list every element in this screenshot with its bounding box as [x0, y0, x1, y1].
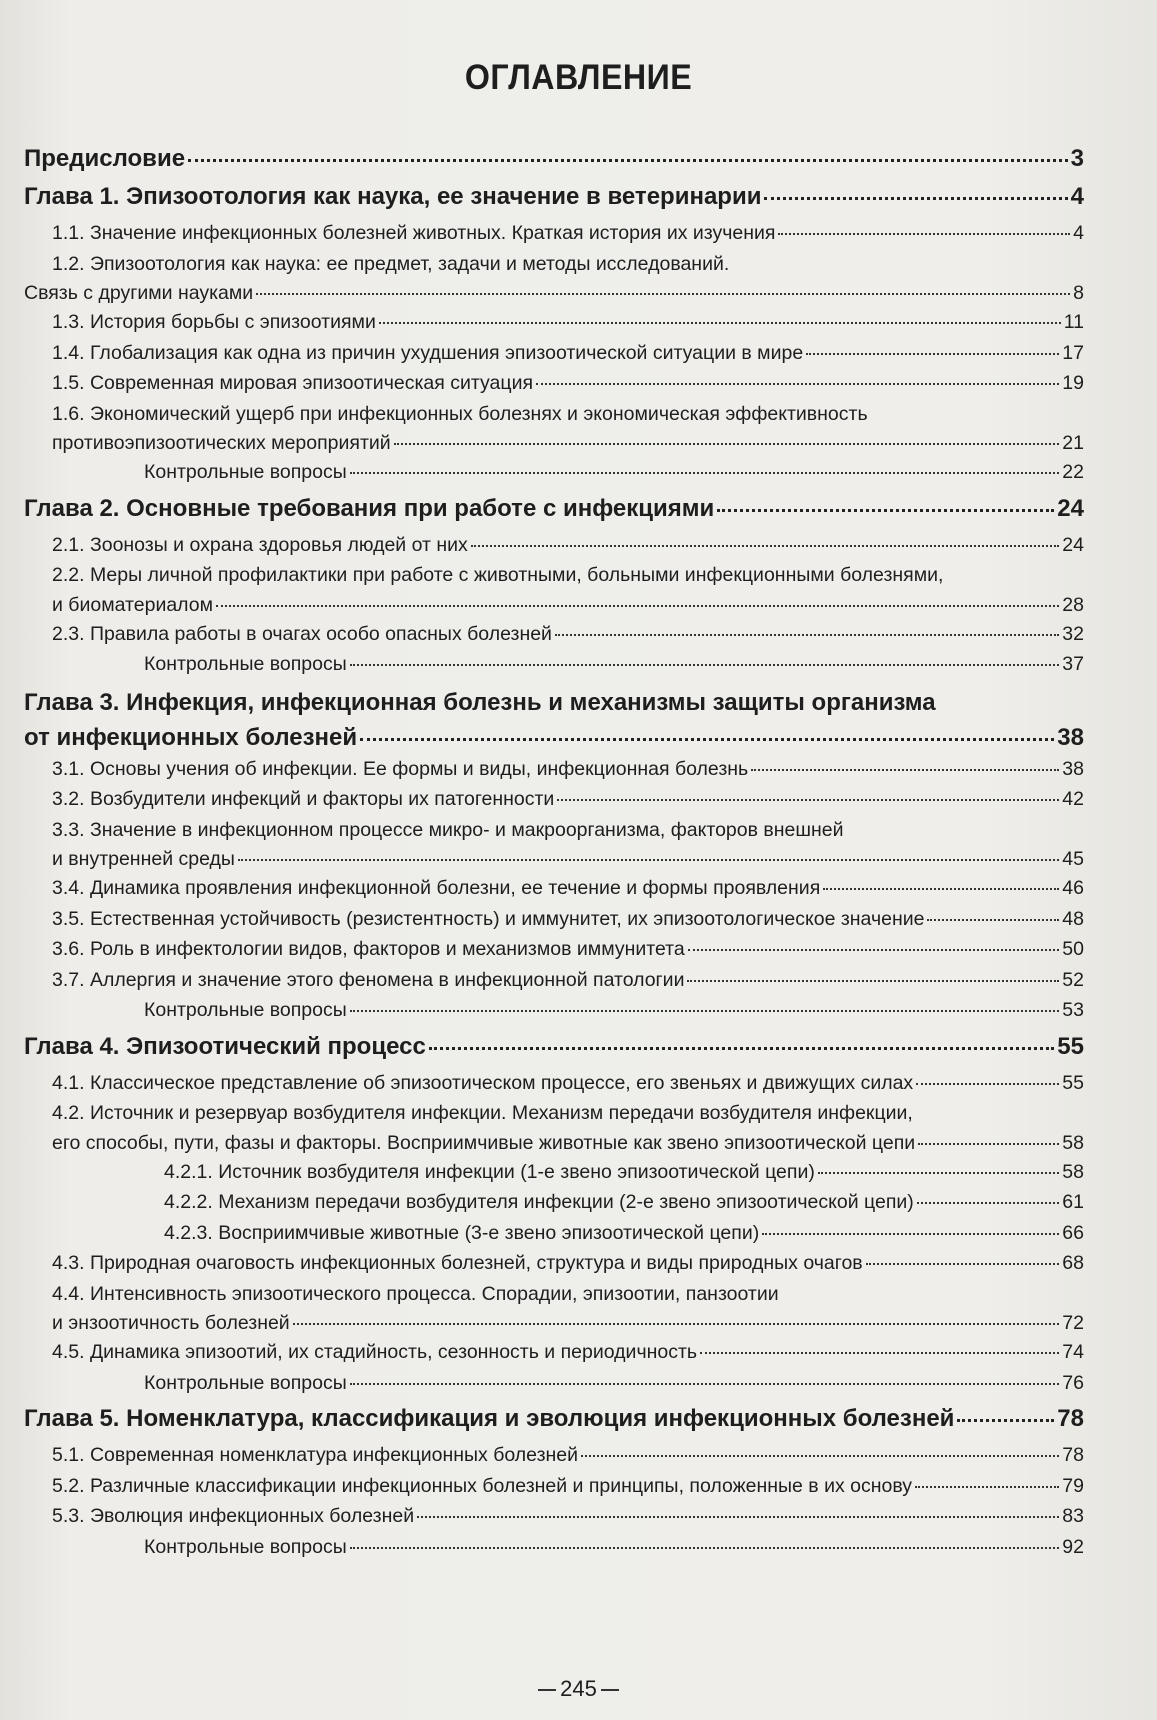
toc-page-number: 58 — [1062, 1131, 1084, 1154]
toc-entry — [24, 995, 1084, 1026]
toc-entry-title: 3.1. Основы учения об инфекции. Ее формы и виды, инфекционная болезнь — [52, 757, 749, 780]
dot-leader — [350, 1383, 1060, 1385]
toc-page-number: 4 — [1073, 222, 1084, 244]
dot-leader — [557, 799, 1059, 801]
toc-page-number: 42 — [1062, 788, 1084, 810]
toc-page-number: 17 — [1062, 341, 1084, 364]
toc-entry — [24, 873, 1084, 904]
dot-leader — [806, 353, 1059, 355]
toc-entry-line — [24, 1098, 1084, 1129]
dot-leader — [238, 859, 1059, 861]
toc-entry-title: 1.3. История борьбы с эпизоотиями — [52, 311, 376, 333]
toc-page-number: 32 — [1062, 622, 1084, 645]
toc-page-number: 61 — [1062, 1191, 1084, 1213]
toc-entry-line — [24, 1279, 1084, 1310]
toc-chapter — [24, 176, 1084, 218]
toc-page-number: 24 — [1062, 533, 1084, 556]
toc-entry-title: 4.4. Интенсивность эпизоотического процесса. Спорадии, эпизоотии, панзоотии — [52, 1282, 779, 1305]
toc-entry — [24, 368, 1084, 399]
toc-page-number: 19 — [1062, 372, 1084, 394]
toc-entry — [24, 904, 1084, 935]
toc-page-number: 28 — [1062, 593, 1084, 616]
dot-leader — [394, 443, 1060, 445]
dot-leader — [429, 1047, 1054, 1050]
toc-entry-title: Связь с другими науками — [24, 282, 254, 304]
dot-leader — [350, 1547, 1060, 1549]
toc-page-number: 22 — [1062, 461, 1084, 483]
toc-entry — [24, 307, 1084, 338]
toc-page-number: 38 — [1057, 723, 1084, 751]
toc-chapter — [24, 1026, 1084, 1068]
toc-entry-title: Контрольные вопросы — [144, 999, 347, 1021]
toc-entry — [24, 1368, 1084, 1399]
dot-leader — [581, 1455, 1059, 1457]
dot-leader — [350, 472, 1060, 474]
toc-entry-title: и внутренней среды — [52, 848, 235, 870]
toc-entry-line — [24, 249, 1084, 280]
toc-entry — [24, 1532, 1084, 1563]
toc-page-number: 24 — [1057, 494, 1084, 522]
toc-page-number: 76 — [1062, 1371, 1084, 1394]
toc-entry — [24, 1218, 1084, 1249]
page-title: ОГЛАВЛЕНИЕ — [464, 58, 693, 97]
toc-page-number: 83 — [1062, 1505, 1084, 1527]
toc-page-number: 55 — [1062, 1071, 1084, 1094]
toc-entry-title: 5.3. Эволюция инфекционных болезней — [52, 1505, 415, 1527]
dot-leader — [350, 1010, 1060, 1012]
toc-entry-title: и биоматериалом — [52, 593, 214, 616]
toc-entry — [24, 457, 1084, 488]
toc-entry-title: и энзоотичность болезней — [52, 1312, 290, 1334]
toc-page-number: 11 — [1063, 311, 1084, 333]
toc-chapter — [24, 1398, 1084, 1440]
dot-leader — [917, 1202, 1059, 1204]
dot-leader — [293, 1323, 1060, 1325]
toc-entry-title: 1.5. Современная мировая эпизоотическая ситуация — [52, 372, 534, 394]
dot-leader — [915, 1486, 1059, 1488]
toc-entry-title: Контрольные вопросы — [144, 461, 347, 483]
toc-entry-line — [24, 815, 1084, 846]
toc-page-number: 21 — [1062, 432, 1084, 454]
toc-entry-title: 1.1. Значение инфекционных болезней животных. Краткая история их изучения — [52, 222, 776, 244]
toc-chapter — [24, 142, 1084, 176]
toc-entry-title: 4.1. Классическое представление об эпизоотическом процессе, его звеньях и движущих силах — [52, 1071, 914, 1094]
toc-chapter — [24, 488, 1084, 530]
toc-entry — [24, 218, 1084, 249]
toc-entry — [24, 591, 1084, 619]
toc-entry-title: 5.1. Современная номенклатура инфекционных болезней — [52, 1444, 579, 1466]
toc-entry — [24, 1471, 1084, 1502]
toc-entry — [24, 429, 1084, 457]
toc-page-number: 53 — [1062, 999, 1084, 1021]
dot-leader — [360, 738, 1054, 741]
dot-leader — [957, 1419, 1054, 1422]
toc-entry-title: 4.2.3. Восприимчивые животные (3-е звено эпизоотической цепи) — [164, 1221, 760, 1244]
dot-leader — [717, 509, 1054, 512]
toc-chapter-continuation — [24, 722, 1084, 754]
toc-entry-title: 4.2.1. Источник возбудителя инфекции (1-е звено эпизоотической цепи) — [164, 1160, 815, 1183]
toc-entry-title: 3.6. Роль в инфектологии видов, факторов и механизмов иммунитета — [52, 938, 685, 960]
toc-entry — [24, 619, 1084, 650]
toc-entry — [24, 530, 1084, 561]
toc-entry-title: 1.4. Глобализация как одна из причин ухудшения эпизоотической ситуации в мире — [52, 341, 804, 364]
toc-entry-line — [24, 560, 1084, 591]
toc-entry-title: его способы, пути, фазы и факторы. Восприимчивые животные как звено эпизоотической цепи — [52, 1131, 916, 1154]
toc-page-number: 92 — [1062, 1535, 1084, 1558]
toc-entry-title: Глава 5. Номенклатура, классификация и эволюция инфекционных болезней — [24, 1405, 955, 1432]
toc-page-number: 45 — [1062, 848, 1084, 870]
toc-entry — [24, 1129, 1084, 1157]
dot-leader — [916, 1083, 1059, 1085]
toc-entry-title: Глава 3. Инфекция, инфекционная болезнь и механизмы защиты организма — [24, 688, 936, 716]
page-footer — [0, 1676, 1157, 1702]
toc-entry-title: 5.2. Различные классификации инфекционных болезней и принципы, положенные в их основу — [52, 1474, 913, 1497]
toc-page-number: 3 — [1070, 145, 1084, 172]
toc-page-number: 66 — [1062, 1221, 1084, 1244]
toc-entry-title: Контрольные вопросы — [144, 653, 347, 675]
table-of-contents — [24, 142, 1084, 1562]
dash-right — [601, 1689, 619, 1691]
toc-entry — [24, 649, 1084, 680]
toc-entry-title: 4.2. Источник и резервуар возбудителя инфекции. Механизм передачи возбудителя инфекции, — [52, 1102, 913, 1124]
toc-entry-title: 2.1. Зоонозы и охрана здоровья людей от них — [52, 533, 468, 556]
toc-chapter — [24, 684, 1084, 722]
toc-page-number: 72 — [1062, 1312, 1084, 1334]
toc-page-number: 4 — [1070, 183, 1084, 210]
toc-entry — [24, 845, 1084, 873]
toc-entry — [24, 1187, 1084, 1218]
toc-entry — [24, 279, 1084, 307]
toc-entry — [24, 754, 1084, 785]
dash-left — [538, 1689, 556, 1691]
dot-leader — [918, 1143, 1059, 1145]
toc-entry — [24, 1501, 1084, 1532]
dot-leader — [927, 919, 1059, 921]
toc-entry — [24, 1248, 1084, 1279]
dot-leader — [823, 888, 1059, 890]
dot-leader — [555, 634, 1059, 636]
toc-entry — [24, 1068, 1084, 1099]
toc-page-number: 38 — [1062, 757, 1084, 780]
toc-page-number: 68 — [1062, 1252, 1084, 1274]
toc-entry-title: от инфекционных болезней — [24, 723, 358, 751]
toc-entry-title: Глава 1. Эпизоотология как наука, ее значение в ветеринарии — [24, 183, 762, 210]
dot-leader — [764, 197, 1067, 200]
dot-leader — [818, 1172, 1059, 1174]
toc-page-number: 78 — [1062, 1444, 1084, 1466]
dot-leader — [687, 980, 1059, 982]
page-number: 245 — [560, 1676, 597, 1701]
toc-page-number: 52 — [1062, 968, 1084, 991]
toc-entry — [24, 934, 1084, 965]
toc-entry — [24, 784, 1084, 815]
dot-leader — [471, 545, 1060, 547]
dot-leader — [188, 159, 1068, 162]
toc-entry-title: 2.3. Правила работы в очагах особо опасных болезней — [52, 622, 552, 645]
dot-leader — [700, 1352, 1059, 1354]
toc-entry-title: 3.7. Аллергия и значение этого феномена в инфекционной патологии — [52, 968, 685, 991]
toc-page-number: 48 — [1062, 907, 1084, 930]
dot-leader — [417, 1516, 1059, 1518]
dot-leader — [256, 293, 1070, 295]
toc-entry-title: 3.5. Естественная устойчивость (резистентность) и иммунитет, их эпизоотологическое значение — [52, 907, 925, 930]
toc-entry — [24, 1157, 1084, 1188]
toc-entry — [24, 965, 1084, 996]
toc-page-number: 50 — [1062, 938, 1084, 960]
toc-entry — [24, 338, 1084, 369]
toc-entry-title: противоэпизоотических мероприятий — [52, 432, 391, 454]
dot-leader — [536, 383, 1059, 385]
dot-leader — [866, 1263, 1060, 1265]
toc-entry-title: Глава 2. Основные требования при работе с инфекциями — [24, 494, 715, 522]
toc-page-number: 79 — [1062, 1474, 1084, 1497]
toc-entry-title: 4.3. Природная очаговость инфекционных болезней, структура и виды природных очагов — [52, 1252, 863, 1274]
toc-entry-title: 4.5. Динамика эпизоотий, их стадийность, сезонность и периодичность — [52, 1341, 698, 1363]
toc-entry-title: Контрольные вопросы — [144, 1535, 347, 1558]
toc-page-number: 74 — [1062, 1341, 1084, 1363]
toc-entry — [24, 1309, 1084, 1337]
dot-leader — [751, 769, 1059, 771]
toc-entry-title: Предисловие — [24, 145, 186, 172]
toc-entry-title: 1.2. Эпизоотология как наука: ее предмет, задачи и методы исследований. — [52, 252, 730, 275]
toc-entry-title: 4.2.2. Механизм передачи возбудителя инфекции (2-е звено эпизоотической цепи) — [164, 1191, 914, 1213]
toc-page-number: 46 — [1062, 877, 1084, 899]
dot-leader — [379, 322, 1061, 324]
dot-leader — [350, 664, 1060, 666]
toc-entry-title: 3.2. Возбудители инфекций и факторы их патогенности — [52, 788, 555, 810]
toc-entry — [24, 1337, 1084, 1368]
toc-entry-title: 1.6. Экономический ущерб при инфекционных болезнях и экономическая эффективность — [52, 402, 868, 425]
toc-entry-title: Контрольные вопросы — [144, 1371, 347, 1394]
toc-page-number: 8 — [1073, 282, 1084, 304]
dot-leader — [688, 949, 1060, 951]
toc-page-number: 58 — [1062, 1160, 1084, 1183]
dot-leader — [778, 233, 1070, 235]
toc-page-number: 78 — [1057, 1405, 1084, 1432]
dot-leader — [216, 605, 1059, 607]
toc-page-number: 55 — [1057, 1032, 1084, 1060]
toc-entry — [24, 1440, 1084, 1471]
toc-entry-title: 3.4. Динамика проявления инфекционной болезни, ее течение и формы проявления — [52, 877, 821, 899]
toc-entry-title: 3.3. Значение в инфекционном процессе микро- и макроорганизма, факторов внешней — [52, 818, 844, 841]
dot-leader — [762, 1233, 1059, 1235]
toc-entry-title: Глава 4. Эпизоотический процесс — [24, 1032, 426, 1060]
toc-entry-line — [24, 399, 1084, 430]
toc-page-number: 37 — [1062, 653, 1084, 675]
toc-entry-title: 2.2. Меры личной профилактики при работе с животными, больными инфекционными болезнями, — [52, 564, 944, 586]
